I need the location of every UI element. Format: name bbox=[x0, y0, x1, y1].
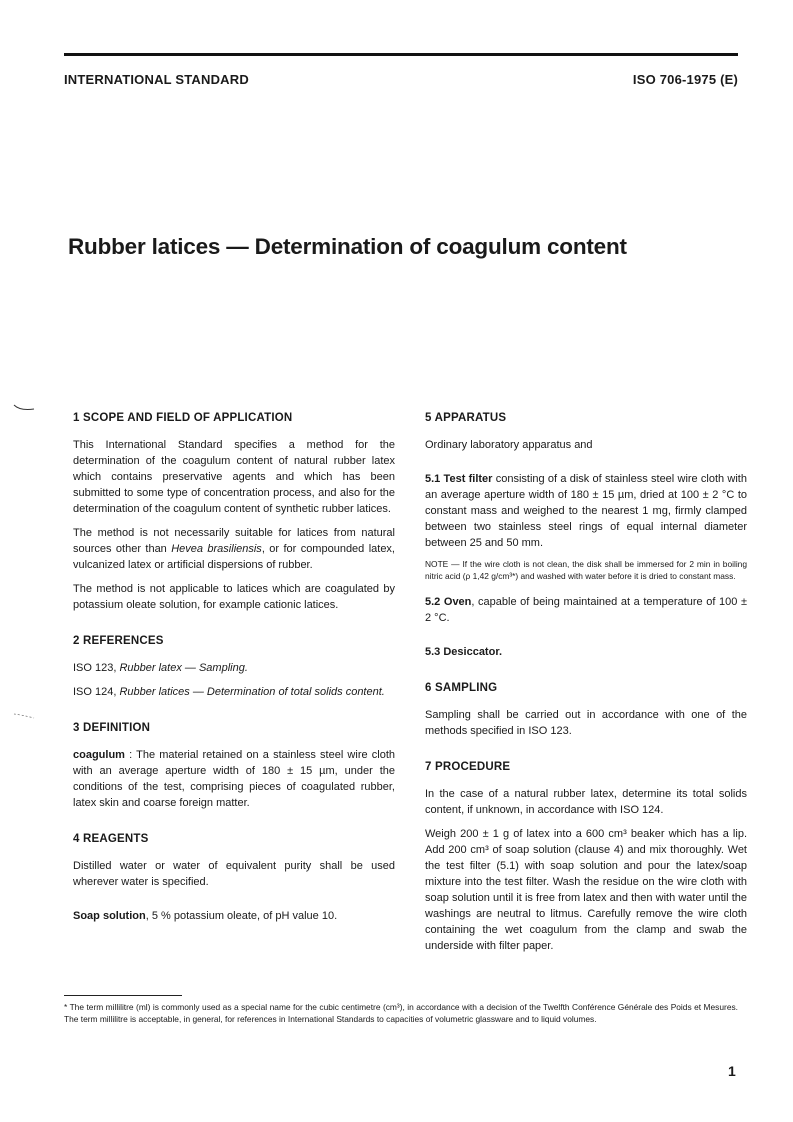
apparatus-intro: Ordinary laboratory apparatus and bbox=[425, 439, 593, 451]
definition-text: : The material retained on a stainless steel wire cloth with an average aperture width of 180 ± 15 µm, under the conditions of the test, comprising pieces of coagulated rubber, latex skin and coarse foreign matter. bbox=[73, 749, 395, 809]
margin-scan-mark-1 bbox=[12, 404, 36, 412]
species-name: Hevea brasiliensis bbox=[171, 543, 262, 555]
section-references bbox=[73, 633, 395, 700]
scope-paragraph-1: This International Standard specifies a method for the determination of the coagulum content of natural rubber latex which contains preservative agents and which has been submitted to some type of concentration process, and also for the determination of the coagulum content of synthetic rubber latices. bbox=[73, 439, 395, 515]
oven-term: 5.2 Oven bbox=[425, 596, 472, 608]
header-standard-label: INTERNATIONAL STANDARD bbox=[64, 72, 249, 87]
section-sampling bbox=[425, 680, 747, 739]
right-column bbox=[425, 410, 747, 974]
references-heading: 2 REFERENCES bbox=[73, 635, 164, 647]
test-filter-term: 5.1 Test filter bbox=[425, 473, 493, 485]
definition-paragraph bbox=[73, 747, 395, 811]
definition-heading: 3 DEFINITION bbox=[73, 722, 151, 734]
footnote: * The term millilitre (ml) is commonly used as a special name for the cubic centimetre (cm³), in accordance with a decision of the Twelfth Conférence Générale des Poids et Mesures. The term millilitre is acceptable, in general, for references in International Standards to capacities of volumetric glassware and to liquid volumes. bbox=[64, 1002, 738, 1024]
section-scope bbox=[73, 410, 395, 613]
reagents-heading: 4 REAGENTS bbox=[73, 833, 149, 845]
margin-scan-mark-2 bbox=[12, 712, 36, 720]
reference-2-title: Rubber latices — Determination of total solids content. bbox=[119, 686, 385, 698]
left-column bbox=[73, 410, 395, 944]
section-apparatus bbox=[425, 410, 747, 660]
oven-paragraph bbox=[425, 594, 747, 626]
header-document-code: ISO 706-1975 (E) bbox=[632, 72, 738, 87]
section-procedure bbox=[425, 759, 747, 954]
oven-text: , capable of being maintained at a temperature of 100 ± 2 °C. bbox=[425, 596, 748, 624]
document-title: Rubber latices — Determination of coagulum content bbox=[68, 234, 627, 259]
scope-paragraph-3: The method is not applicable to latices which are coagulated by potassium oleate solution, for example cationic latices. bbox=[73, 583, 395, 611]
apparatus-note: NOTE — If the wire cloth is not clean, the disk shall be immersed for 2 min in boiling nitric acid (ρ 1,42 g/cm³*) and washed with water before it is dried to constant mass. bbox=[425, 559, 747, 581]
soap-solution-term: Soap solution bbox=[73, 910, 146, 922]
procedure-heading: 7 PROCEDURE bbox=[425, 761, 511, 773]
reference-1-title: Rubber latex — Sampling. bbox=[119, 662, 248, 674]
soap-solution-paragraph bbox=[73, 908, 395, 924]
section-definition bbox=[73, 720, 395, 811]
reference-iso-123 bbox=[73, 660, 395, 676]
procedure-paragraph-2: Weigh 200 ± 1 g of latex into a 600 cm³ beaker which has a lip. Add 200 cm³ of soap solution (clause 4) and mix thoroughly. Wet the test filter (5.1) with soap solution and pour the latex/soap mixture into the test filter. Wash the residue on the wire cloth with soap solution until it is free from latex and then with water until the washings are neutral to litmus. Carefully remove the wire cloth containing the wet coagulum from the clamp and swab the underside with filter paper. bbox=[425, 828, 747, 952]
sampling-paragraph: Sampling shall be carried out in accordance with one of the methods specified in ISO 123. bbox=[425, 709, 747, 737]
page-number: 1 bbox=[728, 1063, 736, 1079]
soap-solution-text: , 5 % potassium oleate, of pH value 10. bbox=[145, 910, 338, 922]
scope-p2-start: The method is not necessarily suitable for latices from natural sources other than bbox=[73, 527, 395, 555]
desiccator-term: 5.3 Desiccator. bbox=[425, 646, 503, 658]
footnote-rule bbox=[64, 995, 182, 996]
test-filter-text: consisting of a disk of stainless steel wire cloth with an average aperture width of 180 ± 15 µm, dried at 100 ± 2 °C to constant mass and weighed to the nearest 1 mg, firmly clamped between two stainless steel rings of equal internal diameter between 25 and 50 mm. bbox=[425, 473, 747, 549]
apparatus-heading: 5 APPARATUS bbox=[425, 412, 507, 424]
section-reagents bbox=[73, 831, 395, 924]
top-rule bbox=[64, 53, 738, 56]
scope-p2-end: , or for compounded latex, vulcanized latex or artificial dispersions of rubber. bbox=[73, 543, 395, 571]
reagents-paragraph-1: Distilled water or water of equivalent purity shall be used wherever water is specified. bbox=[73, 860, 395, 888]
scope-paragraph-2 bbox=[73, 525, 395, 573]
page-header bbox=[64, 72, 738, 87]
test-filter-paragraph bbox=[425, 471, 747, 551]
sampling-heading: 6 SAMPLING bbox=[425, 682, 498, 694]
reference-1-code: ISO 123, bbox=[73, 662, 120, 674]
procedure-paragraph-1: In the case of a natural rubber latex, determine its total solids content, if unknown, in accordance with ISO 124. bbox=[425, 788, 747, 816]
reference-iso-124 bbox=[73, 684, 395, 700]
scope-heading: 1 SCOPE AND FIELD OF APPLICATION bbox=[73, 412, 293, 424]
definition-term: coagulum bbox=[73, 749, 125, 761]
desiccator-paragraph bbox=[425, 644, 747, 660]
reference-2-code: ISO 124, bbox=[73, 686, 120, 698]
